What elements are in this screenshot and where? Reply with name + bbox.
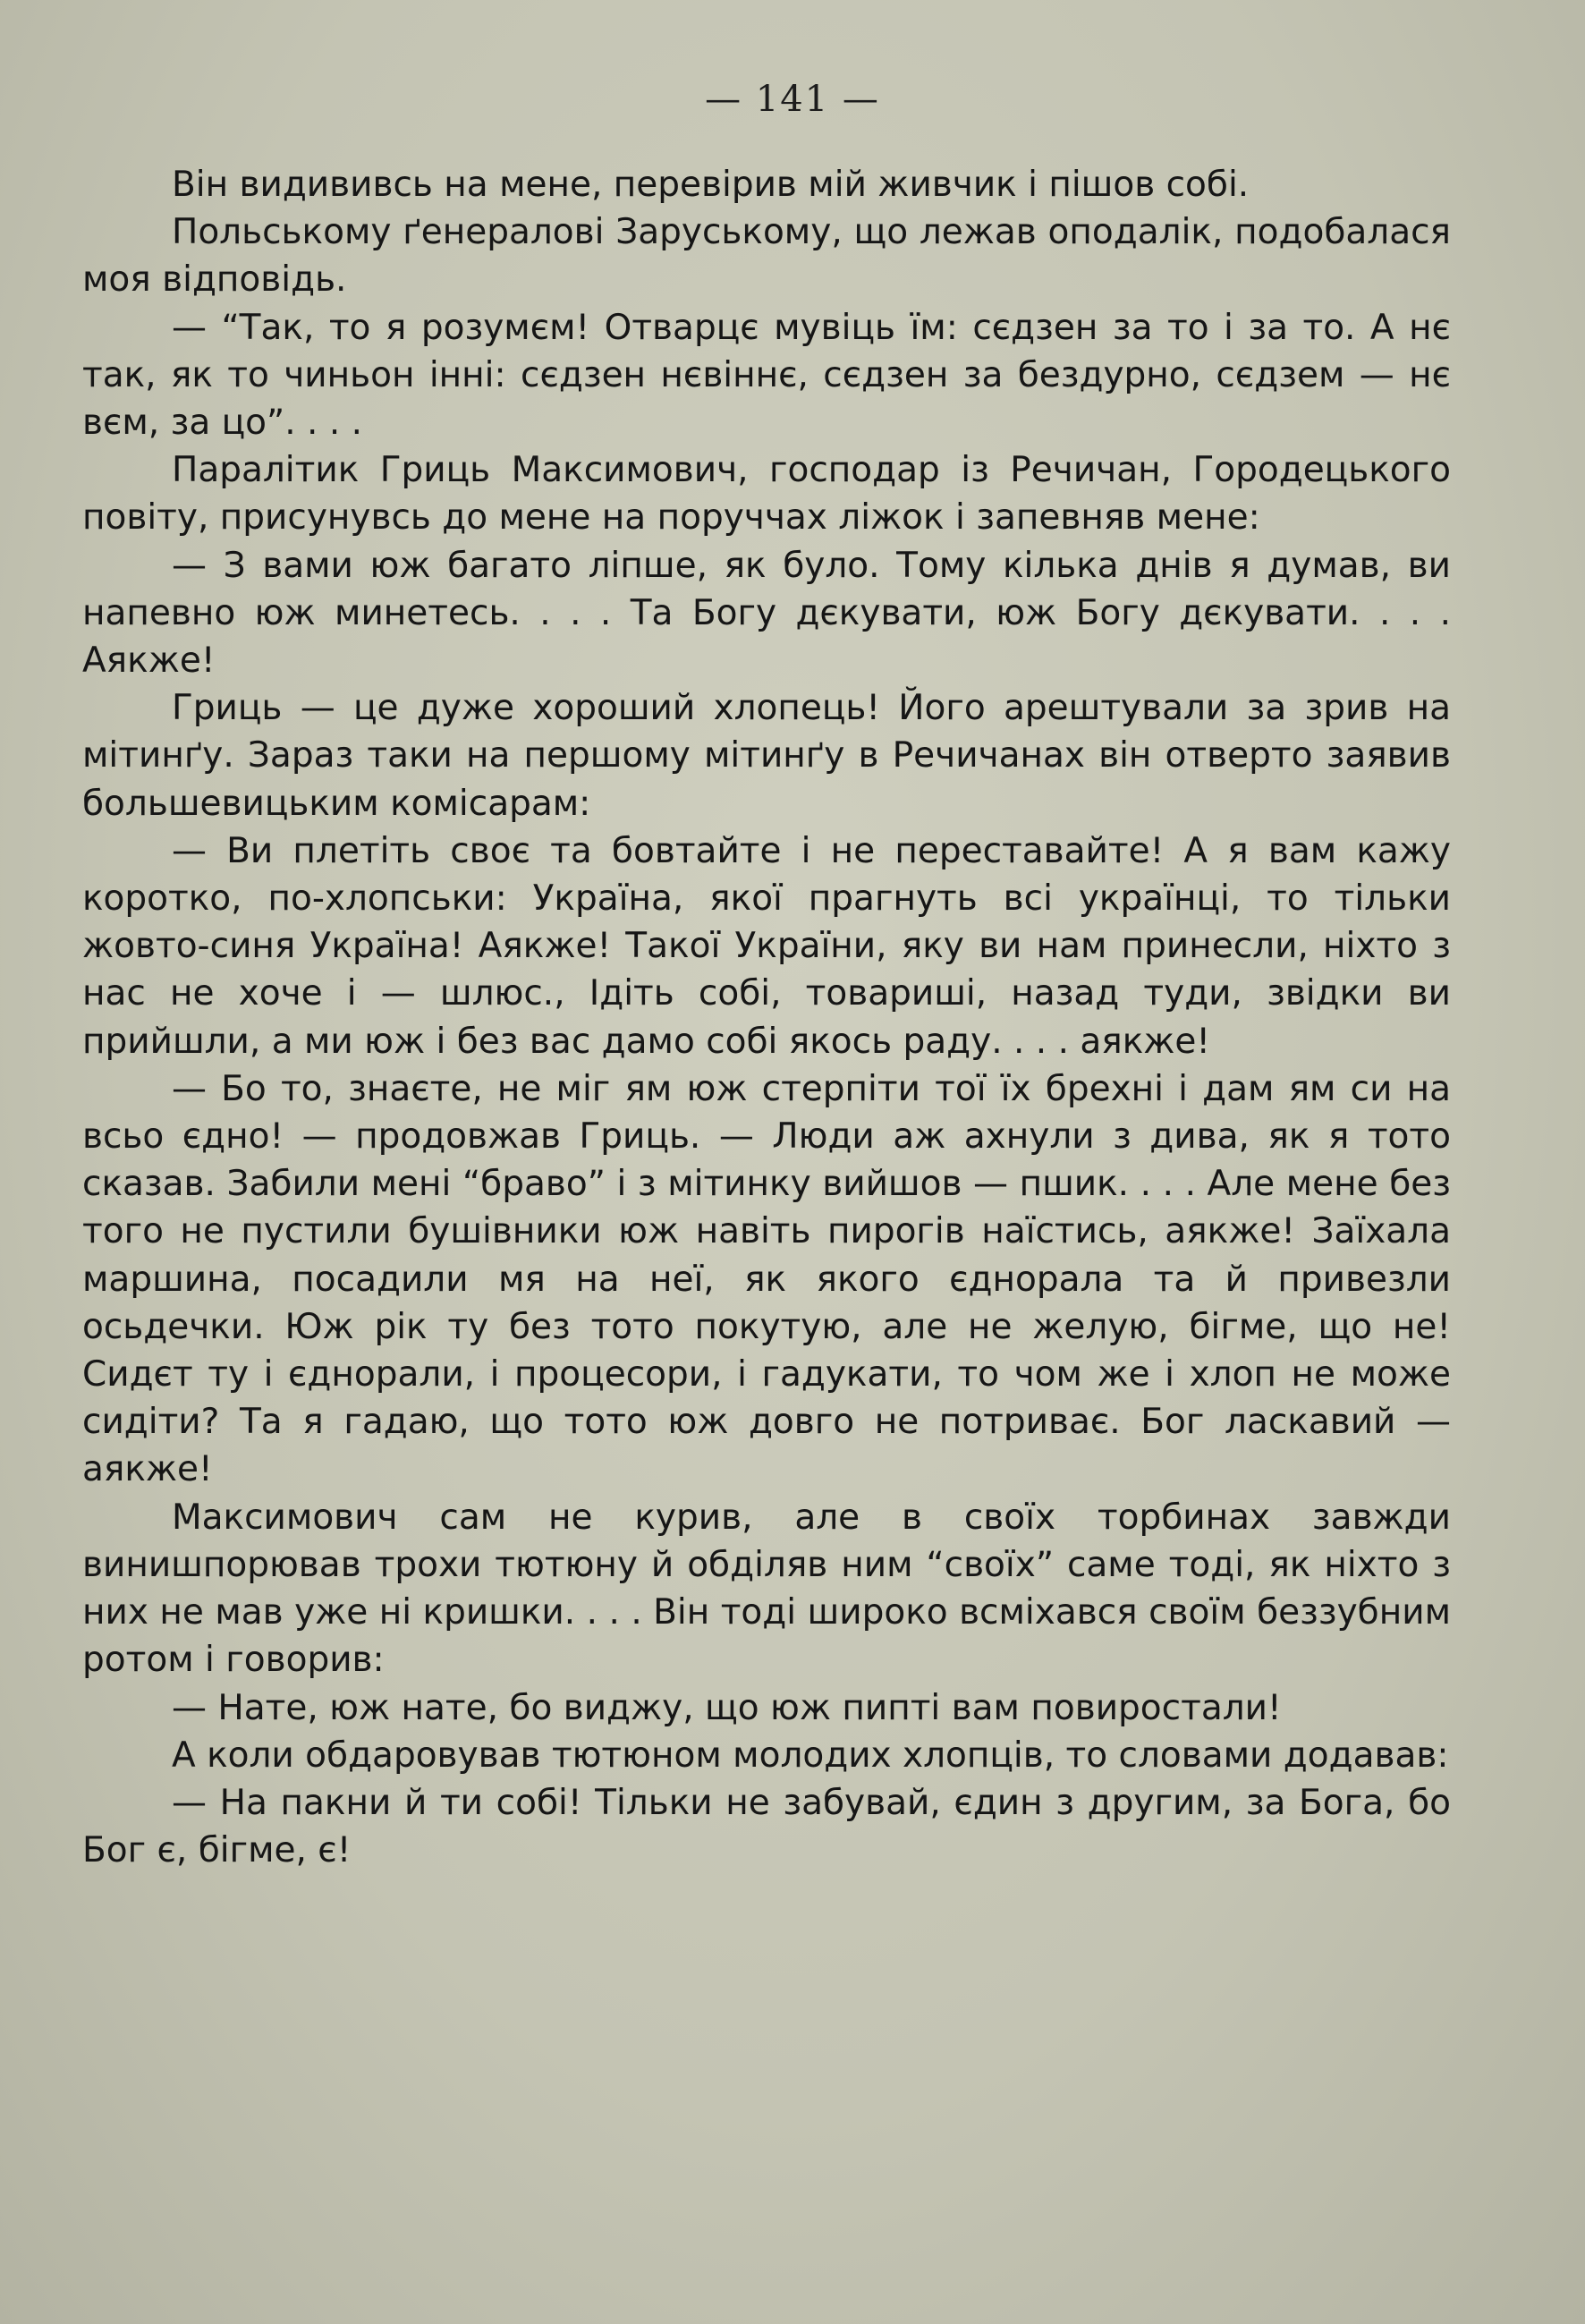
page-text <box>82 161 1451 1874</box>
page-number: — 141 — <box>705 79 880 120</box>
paragraph: — З вами юж багато ліпше, як було. Тому кілька днів я думав, ви напевно юж минетесь. . . . Та Богу дєкувати, юж Богу дєкувати. . . . Аякже! <box>82 545 1451 682</box>
paragraph: Польському ґенералові Заруському, що лежав оподалік, подобалася моя відповідь. <box>82 212 1451 301</box>
paragraph: — Ви плетіть своє та бовтайте і не переставайте! А я вам кажу коротко, по-хлопськи: Україна, якої прагнуть всі українці, то тільки жовто-синя Україна! Аякже! Такої України, яку ви нам принесли, ніхто з нас не хоче і — шлюс., Ідіть собі, товариші, назад туди, звідки ви прийшли, а ми юж і без вас дамо собі якось раду. . . . аякже! <box>82 830 1451 1062</box>
paragraph: — Бо то, знаєте, не міг ям юж стерпіти тої їх брехні і дам ям си на всьо єдно! — продовжав Гриць. — Люди аж ахнули з дива, як я тото сказав. Забили мені “браво” і з мітинку вийшов — пшик. . . . Але мене без того не пустили бушівники юж навіть пирогів наїстись, аякже! Заїхала маршина, посадили мя на неї, як якого єднорала та й привезли осьдечки. Юж рік ту без тото покутую, але не желую, бігме, що не! Сидєт ту і єднорали, і процесори, і гадукати, то чом же і хлоп не може сидіти? Та я гадаю, що тото юж довго не потриває. Бог ласкавий — аякже! <box>82 1068 1451 1490</box>
paragraph: Він видививсь на мене, перевірив мій живчик і пішов собі. <box>172 165 1250 205</box>
paragraph: Максимович сам не курив, але в своїх торбинах завжди винишпорював трохи тютюну й обділяв ним “своїх” саме тоді, як ніхто з них не мав уже ні кришки. . . . Він тоді широко всміхався своїм беззубним ротом і говорив: <box>82 1497 1451 1681</box>
paragraph: — На пакни й ти собі! Тільки не забувай, єдин з другим, за Бога, бо Бог є, бігме, є! <box>82 1782 1451 1871</box>
paragraph: А коли обдаровував тютюном молодих хлопців, то словами додавав: <box>172 1735 1449 1776</box>
paragraph: Гриць — це дуже хороший хлопець! Його арештували за зрив на мітинґу. Зараз таки на першому мітинґу в Речичанах він отверто заявив большевицьким комісарам: <box>82 688 1451 824</box>
paragraph: — Нате, юж нате, бо виджу, що юж пипті вам повиростали! <box>172 1687 1282 1728</box>
paragraph: Паралітик Гриць Максимович, господар із Речичан, Городецького повіту, присунувсь до мене на поруччах ліжок і запевняв мене: <box>82 450 1451 539</box>
paragraph: — “Так, то я розумєм! Отварцє мувіць їм: сєдзен за то і за то. А нє так, як то чиньон інні: сєдзен нєвіннє, сєдзен за бездурно, сєдзем — нє вєм, за цо”. . . . <box>82 307 1451 444</box>
